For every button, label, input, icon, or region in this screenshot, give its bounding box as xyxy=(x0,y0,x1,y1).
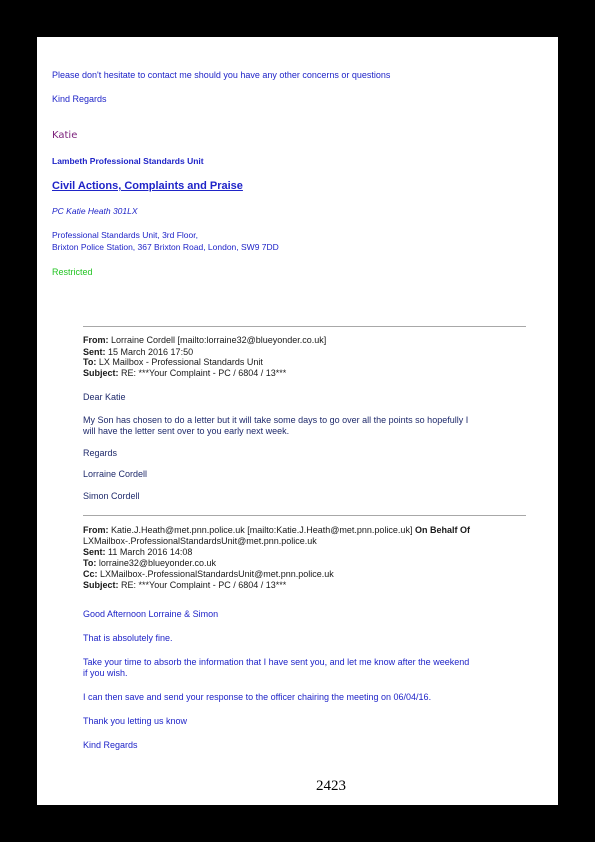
email1-signature-1: Lorraine Cordell xyxy=(83,469,148,479)
subject-value: RE: ***Your Complaint - PC / 6804 / 13*** xyxy=(121,368,287,378)
from-value: Katie.J.Heath@met.pnn.police.uk [mailto:Katie.J.Heath@met.pnn.police.uk] xyxy=(111,525,413,535)
sent-label: Sent: xyxy=(83,547,106,557)
subject-value: RE: ***Your Complaint - PC / 6804 / 13*** xyxy=(121,580,287,590)
email2-body-line-2: Take your time to absorb the information that I have sent you, and let me know after the weekend xyxy=(83,657,470,667)
email2-regards: Kind Regards xyxy=(83,740,138,750)
to-value: lorraine32@blueyonder.co.uk xyxy=(98,558,217,568)
email1-greeting: Dear Katie xyxy=(83,392,126,402)
email2-greeting: Good Afternoon Lorraine & Simon xyxy=(83,609,219,619)
cc-label: Cc: xyxy=(83,569,98,579)
to-label: To: xyxy=(83,357,97,367)
sent-value: 11 March 2016 14:08 xyxy=(108,547,193,557)
from-value: Lorraine Cordell [mailto:lorraine32@blueyonder.co.uk] xyxy=(111,335,327,345)
subject-label: Subject: xyxy=(83,580,119,590)
page-number: 2423 xyxy=(316,778,346,794)
closing-line: Please don't hesitate to contact me should you have any other concerns or questions xyxy=(52,70,391,80)
from-value-line-2: LXMailbox-.ProfessionalStandardsUnit@met.pnn.police.uk xyxy=(83,536,317,546)
email2-body-line-3: if you wish. xyxy=(83,668,128,678)
unit-name: Lambeth Professional Standards Unit xyxy=(52,156,204,166)
address-line-2: Brixton Police Station, 367 Brixton Road, London, SW9 7DD xyxy=(52,242,279,252)
from-label: From: xyxy=(83,525,109,535)
on-behalf-label: On Behalf Of xyxy=(414,525,470,535)
address-line-1: Professional Standards Unit, 3rd Floor, xyxy=(52,230,198,240)
email1-signature-2: Simon Cordell xyxy=(83,491,140,501)
officer-name: PC Katie Heath 301LX xyxy=(52,206,138,216)
cc-value: LXMailbox-.ProfessionalStandardsUnit@met.pnn.police.uk xyxy=(100,569,334,579)
separator-rule xyxy=(83,326,526,327)
from-label: From: xyxy=(83,335,109,345)
email1-body-line-1: My Son has chosen to do a letter but it will take some days to go over all the points so hopefully I xyxy=(83,415,469,425)
to-value: LX Mailbox - Professional Standards Unit xyxy=(98,357,263,367)
unit-link[interactable]: Civil Actions, Complaints and Praise xyxy=(52,180,243,192)
email1-regards: Regards xyxy=(83,448,118,458)
email2-body-line-5: Thank you letting us know xyxy=(83,716,188,726)
subject-label: Subject: xyxy=(83,368,119,378)
sent-label: Sent: xyxy=(83,347,106,357)
email1-body-line-2: will have the letter sent over to you early next week. xyxy=(83,426,290,436)
email2-body-line-1: That is absolutely fine. xyxy=(83,633,173,643)
email2-body-line-4: I can then save and send your response to the officer chairing the meeting on 06/04/16. xyxy=(83,692,432,702)
separator-rule xyxy=(83,515,526,516)
signature-name: Katie xyxy=(52,130,78,141)
classification-label: Restricted xyxy=(52,267,93,277)
kind-regards: Kind Regards xyxy=(52,94,107,104)
document-page xyxy=(37,37,558,805)
sent-value: 15 March 2016 17:50 xyxy=(108,347,194,357)
to-label: To: xyxy=(83,558,97,568)
